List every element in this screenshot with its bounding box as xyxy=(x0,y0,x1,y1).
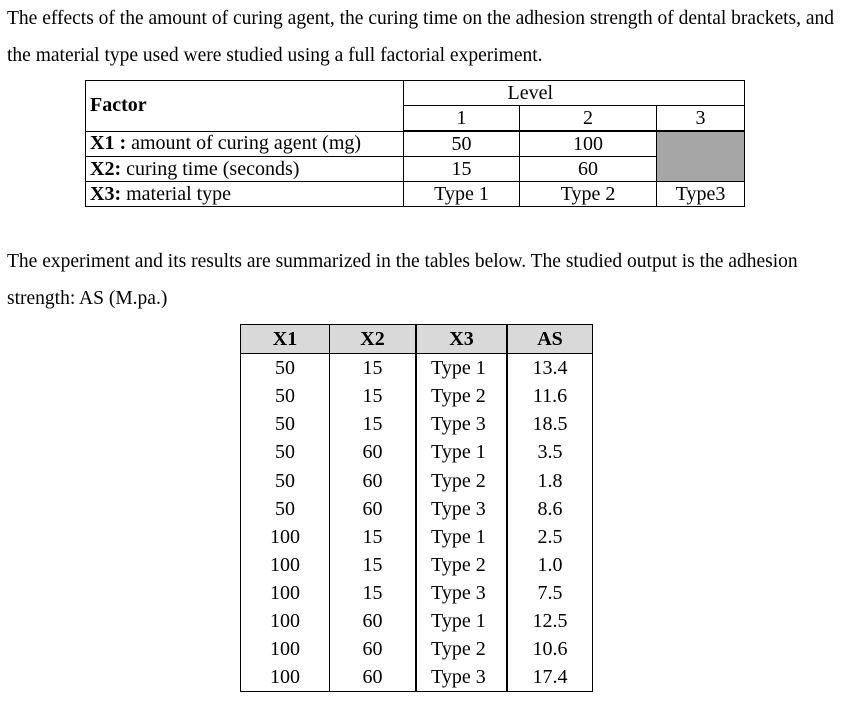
cell-x3: Type 1 xyxy=(416,354,507,383)
cell-x3: Type 3 xyxy=(416,410,507,438)
factor-level-cell: 50 xyxy=(404,131,520,157)
cell-x1: 50 xyxy=(241,410,330,438)
cell-x1: 100 xyxy=(241,663,330,692)
cell-x2: 15 xyxy=(330,354,417,383)
cell-as: 3.5 xyxy=(507,438,593,466)
cell-as: 1.8 xyxy=(507,466,593,494)
cell-x3: Type 1 xyxy=(416,438,507,466)
cell-as: 8.6 xyxy=(507,495,593,523)
factor-header: Factor xyxy=(86,81,404,132)
cell-as: 17.4 xyxy=(507,663,593,692)
cell-as: 18.5 xyxy=(507,410,593,438)
cell-x1: 100 xyxy=(241,635,330,663)
factor-row-label: X2: curing time (seconds) xyxy=(86,157,404,182)
cell-x2: 15 xyxy=(330,551,417,579)
factor-level-cell: 100 xyxy=(520,131,657,157)
factor-table xyxy=(85,80,745,207)
results-table xyxy=(240,324,593,692)
table-row xyxy=(241,354,593,383)
table-row xyxy=(241,551,593,579)
cell-x3: Type 2 xyxy=(416,635,507,663)
cell-x2: 15 xyxy=(330,523,417,551)
table-row xyxy=(241,410,593,438)
column-header-x3: X3 xyxy=(416,325,507,354)
table-row xyxy=(241,495,593,523)
cell-x3: Type 1 xyxy=(416,607,507,635)
factor-level-cell: Type3 xyxy=(657,182,745,207)
cell-x3: Type 2 xyxy=(416,382,507,410)
cell-x3: Type 3 xyxy=(416,579,507,607)
cell-x1: 100 xyxy=(241,523,330,551)
level-number: 1 xyxy=(404,106,520,132)
cell-x1: 50 xyxy=(241,466,330,494)
cell-x2: 15 xyxy=(330,579,417,607)
table-row xyxy=(241,607,593,635)
cell-as: 11.6 xyxy=(507,382,593,410)
factor-level-cell: 15 xyxy=(404,157,520,182)
results-intro-paragraph: The experiment and its results are summarized in the tables below. The studied output is the adhesion strength: AS (M.pa.) xyxy=(7,251,798,309)
cell-x2: 60 xyxy=(330,495,417,523)
cell-x1: 50 xyxy=(241,438,330,466)
level-number: 2 xyxy=(520,106,657,132)
cell-x1: 50 xyxy=(241,382,330,410)
cell-as: 10.6 xyxy=(507,635,593,663)
cell-x2: 60 xyxy=(330,663,417,692)
table-row xyxy=(241,382,593,410)
cell-x1: 100 xyxy=(241,551,330,579)
cell-x2: 60 xyxy=(330,607,417,635)
cell-as: 13.4 xyxy=(507,354,593,383)
factor-level-cell: Type 2 xyxy=(520,182,657,207)
cell-as: 2.5 xyxy=(507,523,593,551)
cell-x1: 100 xyxy=(241,607,330,635)
table-row xyxy=(241,523,593,551)
table-row xyxy=(241,466,593,494)
cell-x2: 60 xyxy=(330,635,417,663)
cell-x3: Type 2 xyxy=(416,466,507,494)
cell-x1: 50 xyxy=(241,495,330,523)
factor-level-cell: 60 xyxy=(520,157,657,182)
cell-x2: 15 xyxy=(330,410,417,438)
level-number: 3 xyxy=(657,106,745,132)
factor-row-label: X3: material type xyxy=(86,182,404,207)
table-row xyxy=(241,438,593,466)
cell-x2: 60 xyxy=(330,438,417,466)
factor-row-label: X1 : amount of curing agent (mg) xyxy=(86,131,404,157)
column-header-x2: X2 xyxy=(330,325,417,354)
column-header-as: AS xyxy=(507,325,593,354)
table-row xyxy=(241,579,593,607)
cell-x3: Type 1 xyxy=(416,523,507,551)
cell-as: 7.5 xyxy=(507,579,593,607)
intro-paragraph: The effects of the amount of curing agent, the curing time on the adhesion strength of dental brackets, and the material type used were studied using a full factorial experiment. xyxy=(7,8,835,66)
cell-as: 1.0 xyxy=(507,551,593,579)
shaded-empty-cell xyxy=(657,131,745,182)
table-row xyxy=(241,635,593,663)
cell-x2: 15 xyxy=(330,382,417,410)
cell-x3: Type 2 xyxy=(416,551,507,579)
level-header: Level xyxy=(404,81,657,106)
cell-as: 12.5 xyxy=(507,607,593,635)
table-row xyxy=(241,663,593,692)
cell-x3: Type 3 xyxy=(416,663,507,692)
column-header-x1: X1 xyxy=(241,325,330,354)
cell-x3: Type 3 xyxy=(416,495,507,523)
cell-x1: 50 xyxy=(241,354,330,383)
cell-x1: 100 xyxy=(241,579,330,607)
cell-x2: 60 xyxy=(330,466,417,494)
factor-level-cell: Type 1 xyxy=(404,182,520,207)
